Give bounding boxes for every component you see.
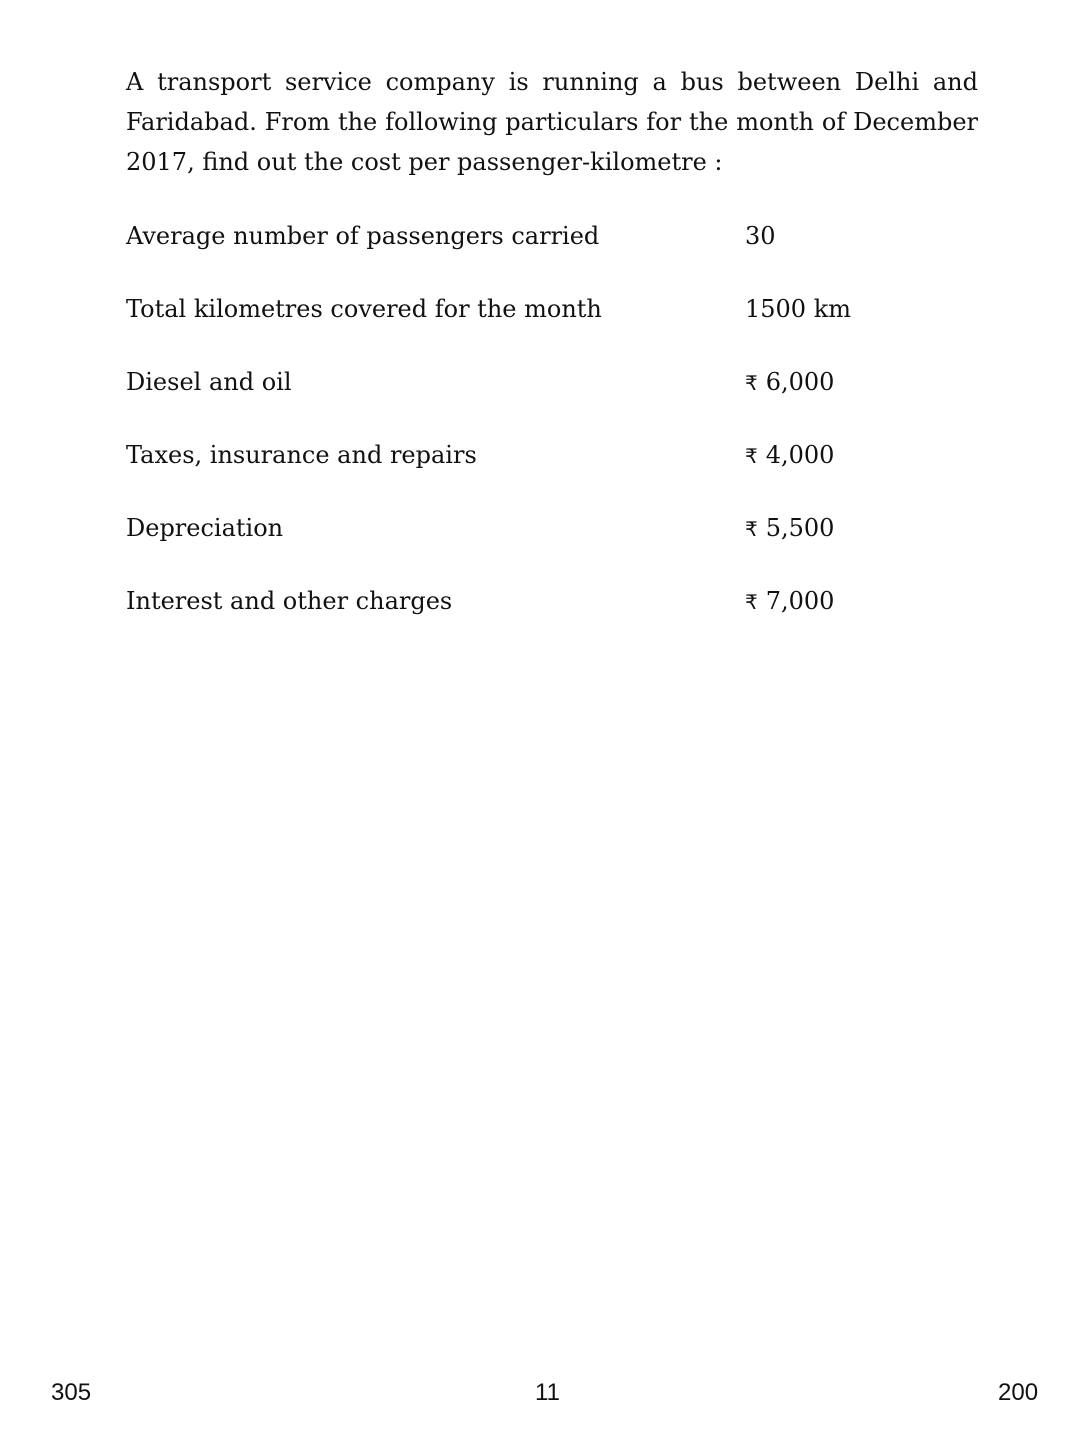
- particular-label: Diesel and oil: [126, 368, 292, 396]
- particular-amount: 6,000: [765, 368, 835, 396]
- particular-row-passengers: [126, 218, 886, 291]
- particular-row-depreciation: [126, 510, 886, 583]
- particular-value: [745, 218, 776, 254]
- particulars-list: [126, 218, 886, 656]
- page-number: 11: [535, 1379, 560, 1406]
- particular-row-interest: [126, 583, 886, 656]
- footer-code-right: 200: [998, 1379, 1039, 1406]
- particular-value: [745, 291, 851, 327]
- rupee-symbol: ₹: [745, 444, 758, 468]
- particular-amount: 1500 km: [745, 295, 852, 323]
- particular-row-kilometres: [126, 291, 886, 364]
- particular-amount: 30: [745, 222, 776, 250]
- particular-label: Taxes, insurance and repairs: [126, 441, 477, 469]
- rupee-symbol: ₹: [745, 517, 758, 541]
- particular-row-diesel-oil: [126, 364, 886, 437]
- particular-label: Depreciation: [126, 514, 284, 542]
- particular-label: Average number of passengers carried: [126, 222, 600, 250]
- particular-value: [745, 583, 834, 620]
- particular-row-taxes: [126, 437, 886, 510]
- rupee-symbol: ₹: [745, 371, 758, 395]
- question-text: A transport service company is running a bus between Delhi and Faridabad. From the following particulars for the month of December 2017, find out the cost per passenger-kilometre :: [126, 68, 978, 176]
- particular-label: Interest and other charges: [126, 587, 453, 615]
- rupee-symbol: ₹: [745, 590, 758, 614]
- particular-value: [745, 364, 834, 401]
- particular-value: [745, 437, 834, 474]
- particular-amount: 5,500: [765, 514, 835, 542]
- particular-amount: 7,000: [765, 587, 835, 615]
- particular-label: Total kilometres covered for the month: [126, 295, 602, 323]
- particular-amount: 4,000: [765, 441, 835, 469]
- particular-value: [745, 510, 834, 547]
- footer-code-left: 305: [51, 1379, 92, 1406]
